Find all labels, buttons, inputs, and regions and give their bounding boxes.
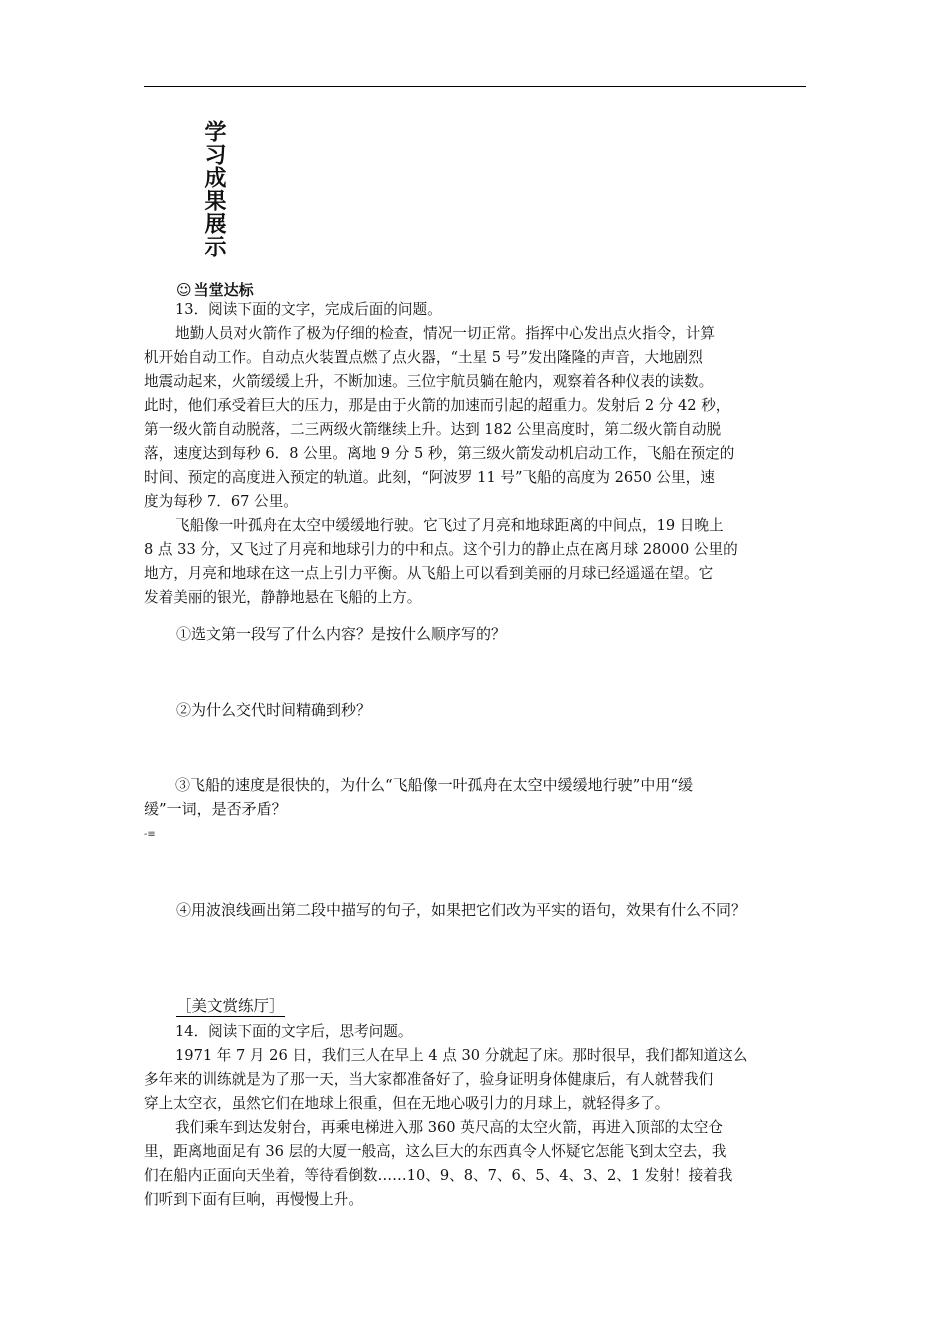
passage-13-intro: 13．阅读下面的文字，完成后面的问题。 <box>175 301 442 318</box>
passage-line: 第一级火箭自动脱落，二三两级火箭继续上升。达到 182 公里高度时，第二级火箭自动脱 <box>144 421 722 438</box>
section-title-label: 当堂达标 <box>193 281 254 299</box>
passage-line: 1971 年 7 月 26 日，我们三人在早上 4 点 30 分就起了床。那时很早，我们都知道这么 <box>175 1047 748 1064</box>
section-vertical-heading: 学习成果展示 <box>201 120 226 258</box>
question-3 <box>144 773 812 821</box>
stray-mark: -≡ <box>144 829 156 840</box>
passage-line: 地方，月亮和地球在这一点上引力平衡。从飞船上可以看到美丽的月球已经遥遥在望。它 <box>144 565 714 582</box>
passage-line: 度为每秒 7．67 公里。 <box>144 493 298 510</box>
passage-line: 里，距离地面足有 36 层的大厦一般高，这么巨大的东西真令人怀疑它怎能飞到太空去，我 <box>144 1143 727 1160</box>
practice-section-title: ［美文赏练厅］ <box>176 997 285 1015</box>
passage-line: 时间、预定的高度进入预定的轨道。此刻，“阿波罗 11 号”飞船的高度为 2650 公里，速 <box>144 469 715 486</box>
passage-line: 们在船内正面向天坐着，等待看倒数……10、9、8、7、6、5、4、3、2、1 发射！接着我 <box>144 1167 733 1184</box>
passage-line: 飞船像一叶孤舟在太空中缓缓地行驶。它飞过了月亮和地球距离的中间点，19 日晚上 <box>175 517 724 534</box>
section-title <box>176 279 254 300</box>
passage-line: 地勤人员对火箭作了极为仔细的检查，情况一切正常。指挥中心发出点火指令，计算 <box>175 325 715 342</box>
passage-13 <box>144 298 812 610</box>
question-2: ②为什么交代时间精确到秒？ <box>176 701 372 719</box>
question-1: ①选文第一段写了什么内容？是按什么顺序写的？ <box>176 625 507 643</box>
passage-line: 8 点 33 分，又飞过了月亮和地球引力的中和点。这个引力的静止点在离月球 28000 公里的 <box>144 541 738 558</box>
question-3-line-1: ③飞船的速度是很快的，为什么“飞船像一叶孤舟在太空中缓缓地行驶”中用“缓 <box>175 776 694 794</box>
passage-14 <box>144 1020 812 1212</box>
passage-14-intro: 14．阅读下面的文字后，思考问题。 <box>175 1023 413 1040</box>
header-rule <box>144 86 806 87</box>
passage-line: 多年来的训练就是为了那一天，当大家都准备好了，验身证明身体健康后，有人就替我们 <box>144 1071 714 1088</box>
passage-line: 落，速度达到每秒 6．8 公里。离地 9 分 5 秒，第三级火箭发动机启动工作，飞船在预定的 <box>144 445 735 462</box>
passage-line: 们听到下面有巨响，再慢慢上升。 <box>144 1191 363 1208</box>
passage-line: 此时，他们承受着巨大的压力，那是由于火箭的加速而引起的超重力。发射后 2 分 42 秒， <box>144 397 731 414</box>
smiley-icon: ☺ <box>176 281 192 299</box>
passage-line: 地震动起来，火箭缓缓上升，不断加速。三位宇航员躺在舱内，观察着各种仪表的读数。 <box>144 373 714 390</box>
question-4: ④用波浪线画出第二段中描写的句子，如果把它们改为平实的语句，效果有什么不同？ <box>176 901 747 919</box>
question-3-line-2: 缓”一词，是否矛盾？ <box>144 800 287 818</box>
passage-line: 穿上太空衣，虽然它们在地球上很重，但在无地心吸引力的月球上，就轻得多了。 <box>144 1095 670 1112</box>
passage-line: 发着美丽的银光，静静地悬在飞船的上方。 <box>144 589 422 606</box>
passage-line: 机开始自动工作。自动点火装置点燃了点火器，“土星 5 号”发出隆隆的声音，大地剧烈 <box>144 349 703 366</box>
passage-line: 我们乘车到达发射台，再乘电梯进入那 360 英尺高的太空火箭，再进入顶部的太空仓 <box>175 1119 723 1136</box>
